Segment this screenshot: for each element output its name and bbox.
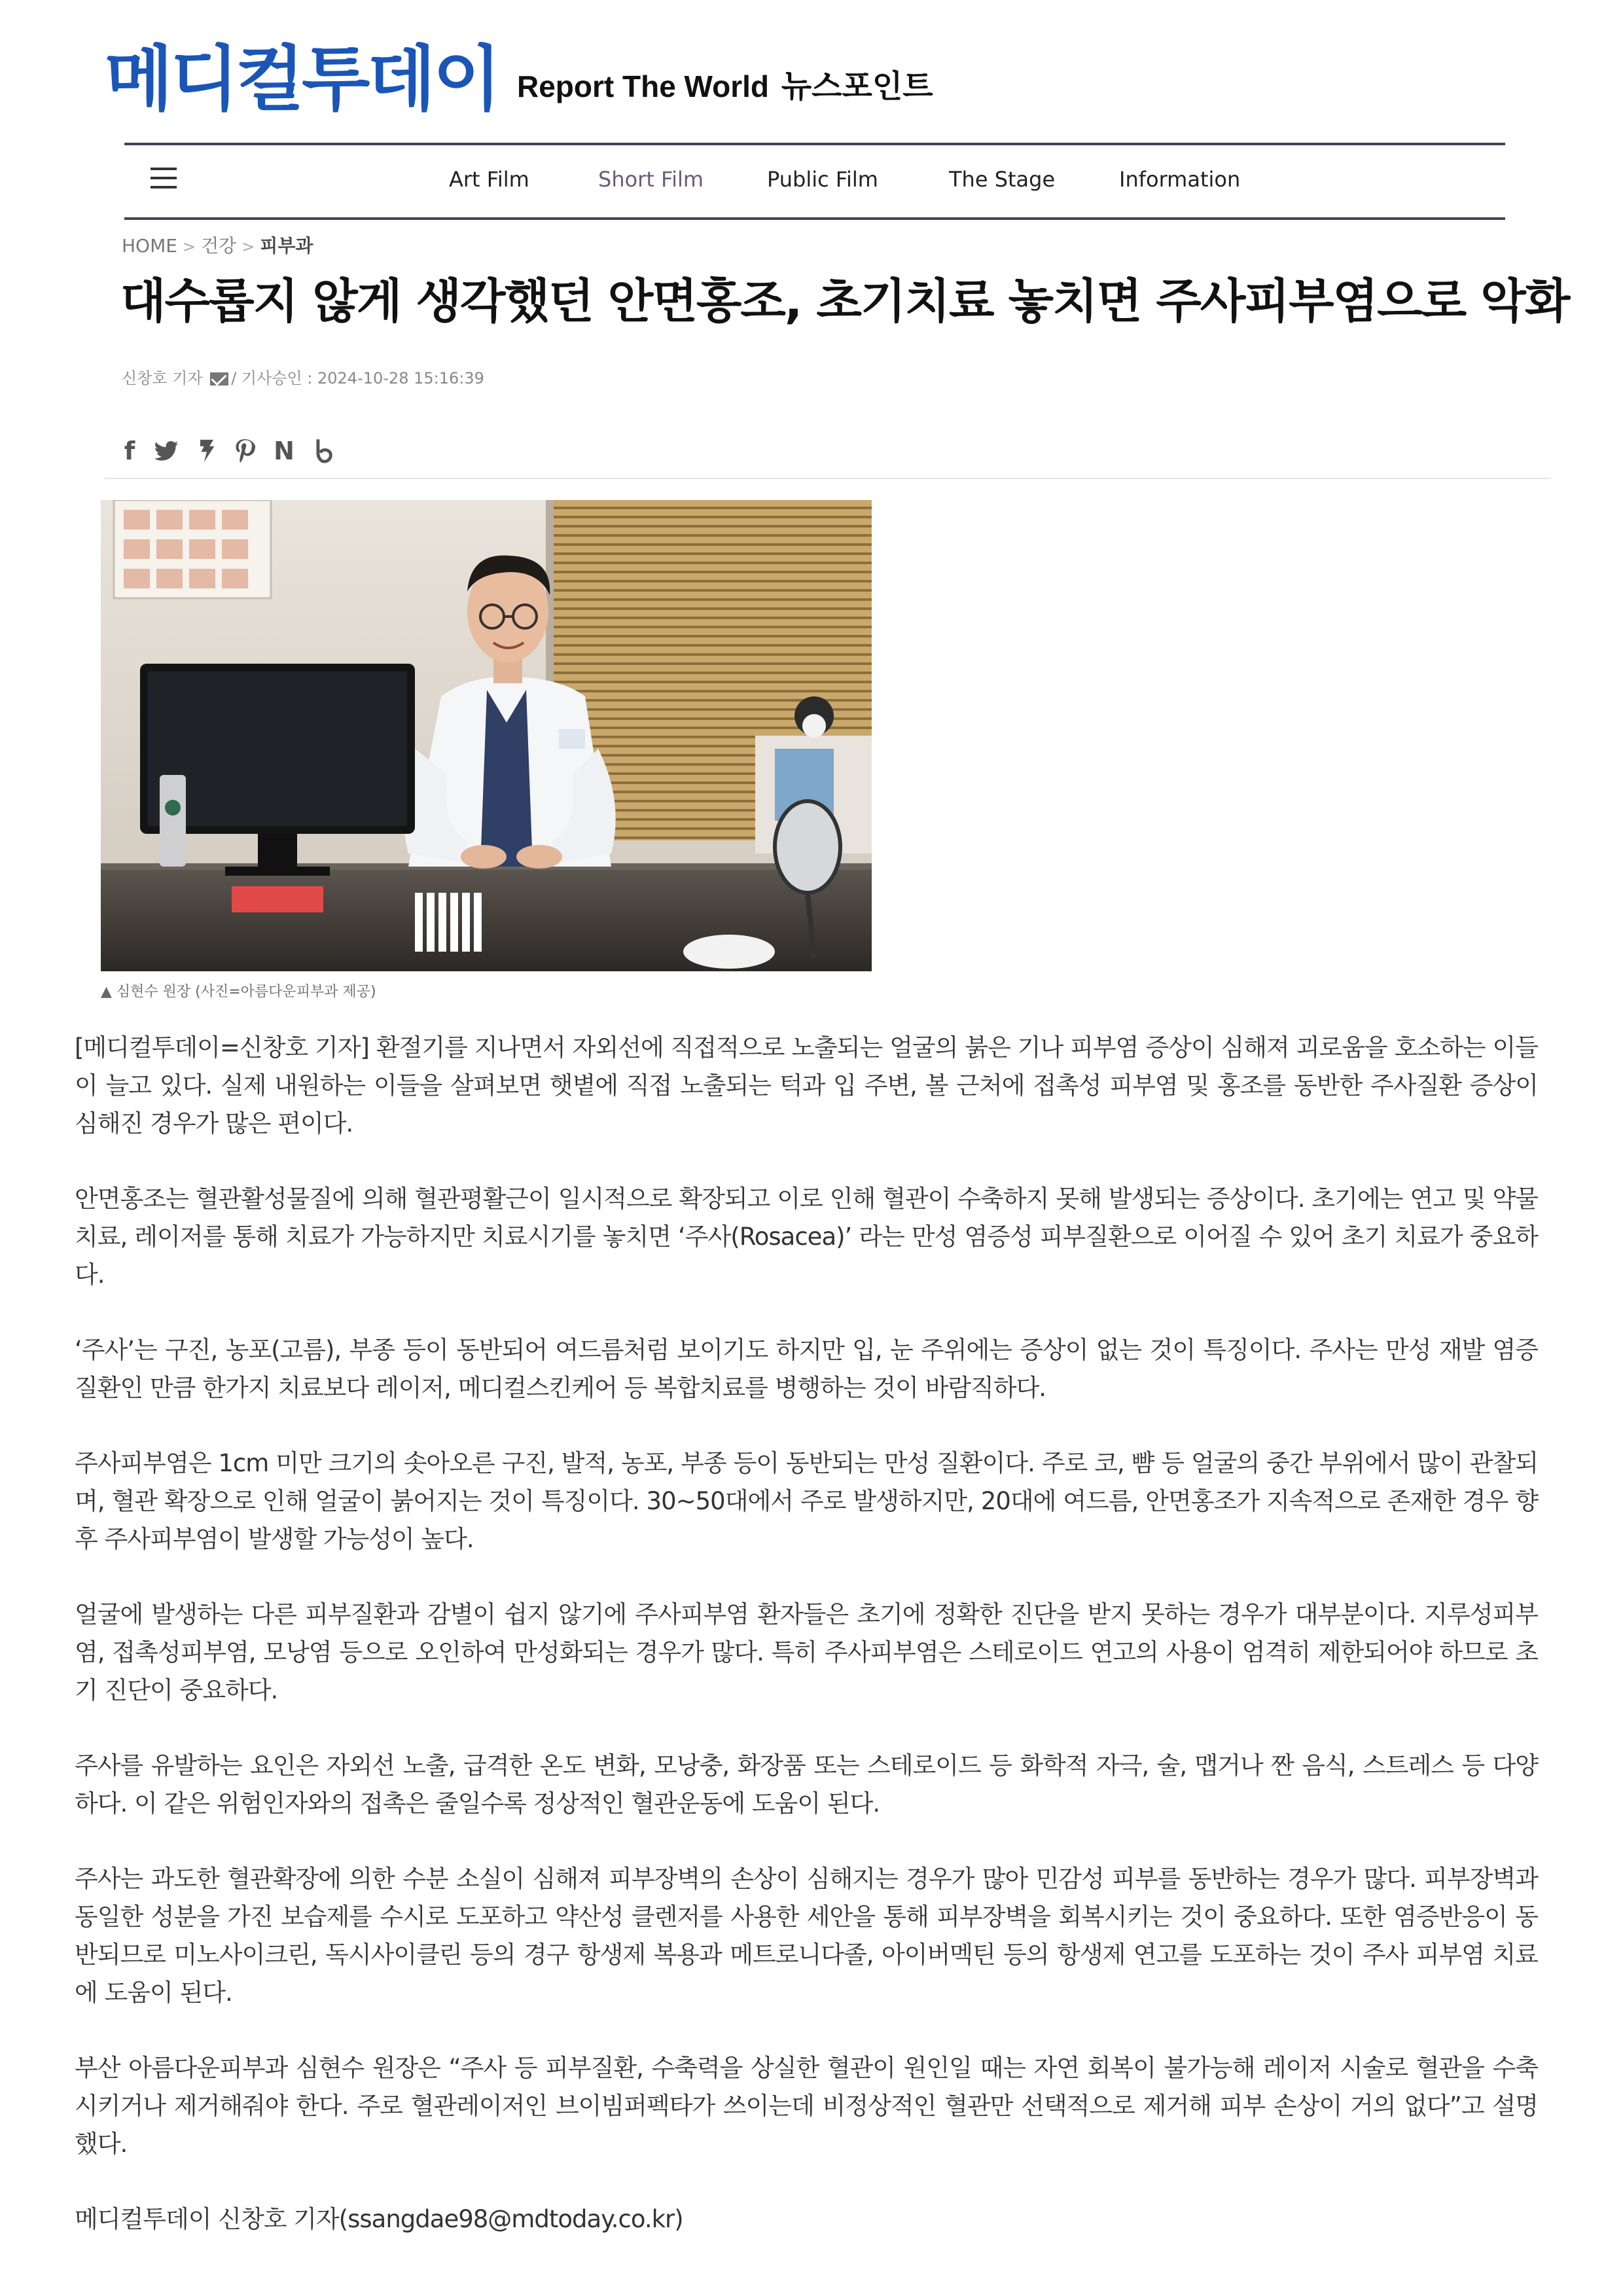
article-paragraph: [메디컬투데이=신창호 기자] 환절기를 지나면서 자외선에 직접적으로 노출되는 얼굴의 붉은 기나 피부염 증상이 심해져 괴로움을 호소하는 이들이 늘고 있다. 실제 내원하는 이들을 살펴보면 햇볕에 직접 노출되는 턱과 입 주변, 볼 근처에 접촉성 피부염 및 홍조를 동반한 주사질환 증상이 심해진 경우가 많은 편이다. [75,1033,1538,1138]
breadcrumb-dermatology[interactable]: 피부과 [260,235,313,257]
facebook-icon[interactable]: f [124,437,135,465]
article-paragraph: 주사를 유발하는 요인은 자외선 노출, 급격한 온도 변화, 모낭충, 화장품 또는 스테로이드 등 화학적 자극, 술, 맵거나 짠 음식, 스트레스 등 다양하다. 이 같은 위험인자와의 접촉은 줄일수록 정상적인 혈관운동에 도움이 된다. [75,1751,1538,1818]
breadcrumb-home[interactable]: HOME [122,235,177,257]
article-paragraph: 주사피부염은 1cm 미만 크기의 솟아오른 구진, 발적, 농포, 부종 등이 동반되는 만성 질환이다. 주로 코, 뺨 등 얼굴의 중간 부위에서 많이 관찰되며, 혈관 확장으로 인해 얼굴이 붉어지는 것이 특징이다. 30~50대에서 주로 발생하지만, 20대에 여드름, 안면홍조가 지속적으로 존재한 경우 향후 주사피부염이 발생할 가능성이 높다. [75,1449,1538,1553]
site-slogan [517,67,933,106]
kakaostory-icon[interactable] [194,436,220,466]
slogan-kr: 뉴스포인트 [781,68,933,105]
header-divider [105,478,1551,479]
hamburger-menu-icon[interactable] [151,168,177,191]
naver-icon[interactable]: N [274,437,294,465]
article-paragraph: 주사는 과도한 혈관확장에 의한 수분 소실이 심해져 피부장벽의 손상이 심해지는 경우가 많아 민감성 피부를 동반하는 경우가 많다. 피부장벽과 동일한 성분을 가진 보습제를 수시로 도포하고 약산성 클렌저를 사용한 세안을 통해 피부장벽을 회복시키는 것이 중요하다. 또한 염증반응이 동반되므로 미노사이크린, 독시사이클린 등의 경구 항생제 복용과 메트로니다졸, 아이버멕틴 등의 항생제 연고를 도포하는 것이 주사 피부염 치료에 도움이 된다. [75,1865,1538,2007]
article-paragraph: 부산 아름다운피부과 심현수 원장은 “주사 등 피부질환, 수축력을 상실한 혈관이 원인일 때는 자연 회복이 불가능해 레이저 시술로 혈관을 수축시키거나 제거해줘야 한다. 주로 혈관레이저인 브이빔퍼펙타가 쓰이는데 비정상적인 혈관만 선택적으로 제거해 피부 손상이 거의 없다”고 설명했다. [75,2054,1538,2158]
pinterest-icon[interactable] [232,436,258,466]
band-icon[interactable] [310,436,336,466]
twitter-icon[interactable] [153,436,179,466]
photo-caption: ▲ 심현수 원장 (사진=아름다운피부과 제공) [101,984,376,1000]
reporter-name: 신창호 기자 [122,369,203,387]
breadcrumb-separator-icon: > [182,238,196,256]
article-title: 대수롭지 않게 생각했던 안면홍조, 초기치료 놓치면 주사피부염으로 악화 [120,274,1569,329]
slogan-en: Report The World [517,69,770,103]
article-body [75,1029,1538,2276]
breadcrumb-separator-icon: > [241,238,255,256]
approved-date: / 기사승인 : 2024-10-28 15:16:39 [231,369,484,387]
breadcrumb-health[interactable]: 건강 [201,235,237,257]
mail-icon[interactable] [210,372,228,386]
main-nav [124,143,1505,220]
nav-item-information[interactable]: Information [1119,167,1241,192]
article-byline [122,367,484,390]
article-paragraph: 얼굴에 발생하는 다른 피부질환과 감별이 쉽지 않기에 주사피부염 환자들은 초기에 정확한 진단을 받지 못하는 경우가 대부분이다. 지루성피부염, 접촉성피부염, 모낭염 등으로 오인하여 만성화되는 경우가 많다. 특히 주사피부염은 스테로이드 연고의 사용이 엄격히 제한되어야 하므로 초기 진단이 중요하다. [75,1600,1538,1704]
article-paragraph: 안면홍조는 혈관활성물질에 의해 혈관평활근이 일시적으로 확장되고 이로 인해 혈관이 수축하지 못해 발생되는 증상이다. 초기에는 연고 및 약물 치료, 레이저를 통해 치료가 가능하지만 치료시기를 놓치면 ‘주사(Rosacea)’ 라는 만성 염증성 피부질환으로 이어질 수 있어 초기 치료가 중요하다. [75,1185,1538,1289]
article-signature: 메디컬투데이 신창호 기자(ssangdae98@mdtoday.co.kr) [75,2205,683,2233]
article-photo [101,500,872,971]
breadcrumb [122,233,313,260]
site-logo[interactable]: 메디컬투데이 [105,39,499,120]
nav-item-art-film[interactable]: Art Film [449,167,529,192]
nav-item-the-stage[interactable]: The Stage [949,167,1056,192]
article-paragraph: ‘주사’는 구진, 농포(고름), 부종 등이 동반되어 여드름처럼 보이기도 하지만 입, 눈 주위에는 증상이 없는 것이 특징이다. 주사는 만성 재발 염증 질환인 만큼 한가지 치료보다 레이저, 메디컬스킨케어 등 복합치료를 병행하는 것이 바람직하다. [75,1336,1538,1402]
site-header [105,41,1492,126]
nav-item-public-film[interactable]: Public Film [767,167,878,192]
nav-item-short-film[interactable]: Short Film [598,167,704,192]
